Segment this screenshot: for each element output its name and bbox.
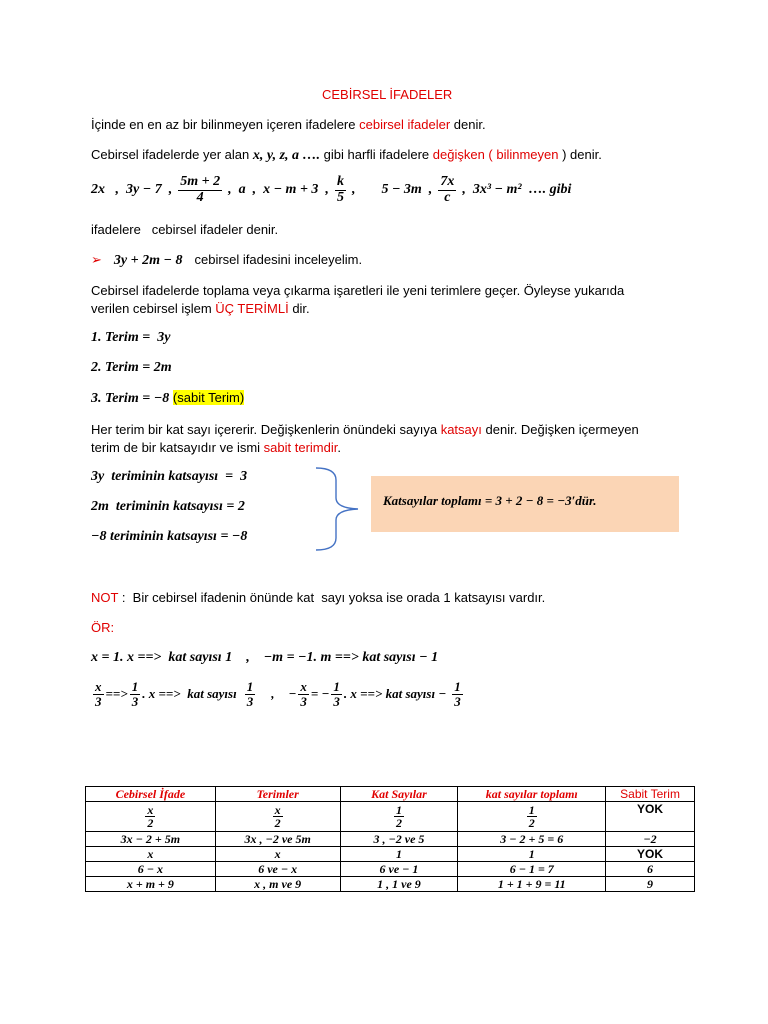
fraction-numerator: 1: [395, 803, 402, 817]
terms-paragraph-line-1: Cebirsel ifadelerde toplama veya çıkarma işaretleri ile yeni terimlere geçer. Öyleyse yukarıda: [91, 283, 625, 298]
definition-end: denir.: [450, 117, 486, 132]
fraction-x-over-3: [298, 680, 309, 708]
fraction-numerator: x: [300, 679, 307, 694]
fraction-denominator: 3: [95, 693, 102, 709]
table-cell: −2: [606, 832, 695, 847]
table-cell: x: [86, 847, 216, 862]
example-fraction-2: [335, 175, 346, 205]
term-value: 3y: [157, 330, 171, 345]
example-terms-4: , 3x³ − m² …. gibi: [462, 182, 572, 198]
table-cell: [340, 802, 458, 832]
three-terms-label: ÜÇ TERİMLİ: [215, 301, 289, 316]
fraction-denominator: 2: [274, 816, 281, 830]
fraction-numerator: 1: [454, 679, 461, 694]
coefficient-term: katsayı: [440, 422, 482, 437]
term-1: [91, 330, 170, 346]
term-3: [91, 390, 244, 407]
fraction-denominator: c: [444, 189, 451, 205]
constant-term-label: sabit terimdir: [263, 440, 338, 455]
table-cell: [458, 802, 606, 832]
table-row: [86, 877, 695, 892]
example-text: . x ==> kat sayısı: [142, 686, 237, 702]
table-cell: 6 − x: [86, 862, 216, 877]
definition-term: cebirsel ifadeler: [359, 117, 451, 132]
fraction-denominator: 3: [246, 693, 254, 709]
table-row: [86, 802, 695, 832]
fraction-denominator: 3: [454, 693, 461, 709]
term-value: 2m: [153, 360, 172, 375]
coef-text: Her terim bir kat sayı içererir. Değişkenlerin önündeki sayıya: [91, 422, 441, 437]
table-cell: 3 , −2 ve 5: [340, 832, 458, 847]
coefficient-sum-box: [371, 476, 679, 532]
table-cell: 3x − 2 + 5m: [86, 832, 216, 847]
table-cell: YOK: [606, 802, 695, 832]
coef-text-end: .: [337, 440, 341, 455]
fraction-x-over-3: [93, 680, 104, 708]
coefficient-row: −8 teriminin katsayısı = −8: [91, 529, 248, 544]
table-cell: 1 , 1 ve 9: [340, 877, 458, 892]
table-cell: 6 − 1 = 7: [458, 862, 606, 877]
note-line: [91, 590, 545, 605]
table-header-row: [86, 787, 695, 802]
fraction-denominator: 2: [528, 816, 535, 830]
table-row: [86, 847, 695, 862]
example-fraction-1: [178, 175, 222, 205]
fraction-numerator: 1: [246, 679, 254, 694]
constant-term-note: (sabit Terim): [172, 390, 245, 405]
coefficient-paragraph-line-2: [91, 440, 341, 455]
table-header: Kat Sayılar: [340, 787, 458, 802]
variables-text: Cebirsel ifadelerde yer alan: [91, 147, 253, 162]
table-cell: 6: [606, 862, 695, 877]
example-text: . x ==> kat sayısı −: [343, 686, 447, 702]
fraction-numerator: x: [274, 803, 281, 817]
fraction-denominator: 2: [395, 816, 402, 830]
bullet-text: cebirsel ifadesini inceleyelim.: [194, 252, 363, 267]
table-cell: x + m + 9: [86, 877, 216, 892]
fraction-1-over-3: [245, 680, 256, 708]
term-label: 1. Terim =: [91, 330, 151, 345]
term-2: [91, 360, 172, 376]
fraction-numerator: k: [336, 174, 344, 189]
fraction-numerator: 1: [333, 679, 340, 694]
fraction-denominator: 5: [336, 189, 344, 205]
table-cell: 1: [340, 847, 458, 862]
fraction-denominator: 2: [147, 816, 154, 830]
table-row: [86, 832, 695, 847]
example-comma: ,: [351, 182, 356, 198]
example-line-2: [91, 680, 465, 708]
variables-end: ) denir.: [558, 147, 602, 162]
table-header: kat sayılar toplamı: [458, 787, 606, 802]
note-label: NOT: [91, 590, 119, 605]
table-cell: [215, 802, 340, 832]
minus-sign: −: [288, 686, 297, 702]
variables-text-2: gibi harfli ifadelere: [320, 147, 433, 162]
example-terms-3: 5 − 3m ,: [381, 182, 433, 198]
table-header: Terimler: [215, 787, 340, 802]
variables-term: değişken ( bilinmeyen: [432, 147, 559, 162]
table-cell: 3 − 2 + 5 = 6: [458, 832, 606, 847]
table-cell: x: [215, 847, 340, 862]
page-title: CEBİRSEL İFADELER: [322, 87, 453, 102]
table-cell: x , m ve 9: [215, 877, 340, 892]
coefficient-row: 3y teriminin katsayısı = 3: [91, 469, 248, 484]
fraction-denominator: 3: [131, 693, 139, 709]
implies-arrow: ==>: [105, 686, 128, 702]
coef-text-2: denir. Değişken içermeyen: [481, 422, 639, 437]
equals-minus: = −: [310, 686, 330, 702]
fraction-denominator: 4: [196, 189, 204, 205]
table-cell: [86, 802, 216, 832]
table-cell: 1 + 1 + 9 = 11: [458, 877, 606, 892]
variables-list: x, y, z, a ….: [252, 148, 321, 163]
fraction-1-over-3: [130, 680, 141, 708]
table-cell: 1: [458, 847, 606, 862]
examples-line: [91, 175, 571, 205]
table-cell: 6 ve − 1: [340, 862, 458, 877]
table-cell: 3x , −2 ve 5m: [215, 832, 340, 847]
fraction-numerator: x: [95, 679, 102, 694]
coefficient-row: 2m teriminin katsayısı = 2: [91, 499, 245, 514]
fraction-denominator: 3: [333, 693, 340, 709]
separator: ,: [271, 686, 275, 702]
table-header: Sabit Terim: [606, 787, 695, 802]
fraction-numerator: 5m + 2: [180, 174, 221, 189]
fraction-1-over-3: [331, 680, 342, 708]
table-cell: 6 ve − x: [215, 862, 340, 877]
bullet-line: [91, 252, 362, 269]
example-line-1: x = 1. x ==> kat sayısı 1 , −m = −1. m ==> kat sayısı − 1: [91, 650, 439, 665]
term-value: −8: [153, 391, 170, 406]
bullet-expression: 3y + 2m − 8: [113, 253, 183, 268]
fraction-1-over-3: [452, 680, 463, 708]
term-label: 2. Terim =: [91, 360, 151, 375]
coef-text-3: terim de bir katsayıdır ve ismi: [91, 440, 264, 455]
note-text: : Bir cebirsel ifadenin önünde kat sayı yoksa ise orada 1 katsayısı vardır.: [118, 590, 546, 605]
fraction-numerator: x: [147, 803, 154, 817]
definition-text: İçinde en en az bir bilinmeyen içeren ifadelere: [91, 117, 360, 132]
curly-brace-icon: [306, 466, 366, 552]
fraction-numerator: 1: [131, 679, 139, 694]
table-header: Cebirsel İfade: [86, 787, 216, 802]
arrow-bullet-icon: ➢: [91, 252, 102, 267]
fraction-numerator: 7x: [440, 174, 455, 189]
variables-line: [91, 147, 602, 164]
terms-text: verilen cebirsel işlem: [91, 301, 216, 316]
summary-table: [85, 786, 695, 892]
example-fraction-3: [438, 175, 456, 205]
term-label: 3. Terim =: [91, 391, 151, 406]
terms-text-end: dir.: [288, 301, 310, 316]
fraction-denominator: 3: [300, 693, 307, 709]
fraction-numerator: 1: [528, 803, 535, 817]
terms-paragraph-line-2: [91, 301, 310, 316]
example-label: ÖR:: [91, 620, 115, 635]
table-cell: YOK: [606, 847, 695, 862]
definition-line: [91, 117, 486, 132]
example-terms-2: , a , x − m + 3 ,: [228, 182, 329, 198]
coefficient-paragraph-line-1: [91, 422, 639, 437]
examples-conclusion: ifadelere cebirsel ifadeler denir.: [91, 222, 279, 237]
example-terms-1: 2x , 3y − 7 ,: [91, 182, 173, 198]
coefficient-sum-text: Katsayılar toplamı = 3 + 2 − 8 = −3′dür.: [383, 493, 597, 508]
table-cell: 9: [606, 877, 695, 892]
table-row: [86, 862, 695, 877]
